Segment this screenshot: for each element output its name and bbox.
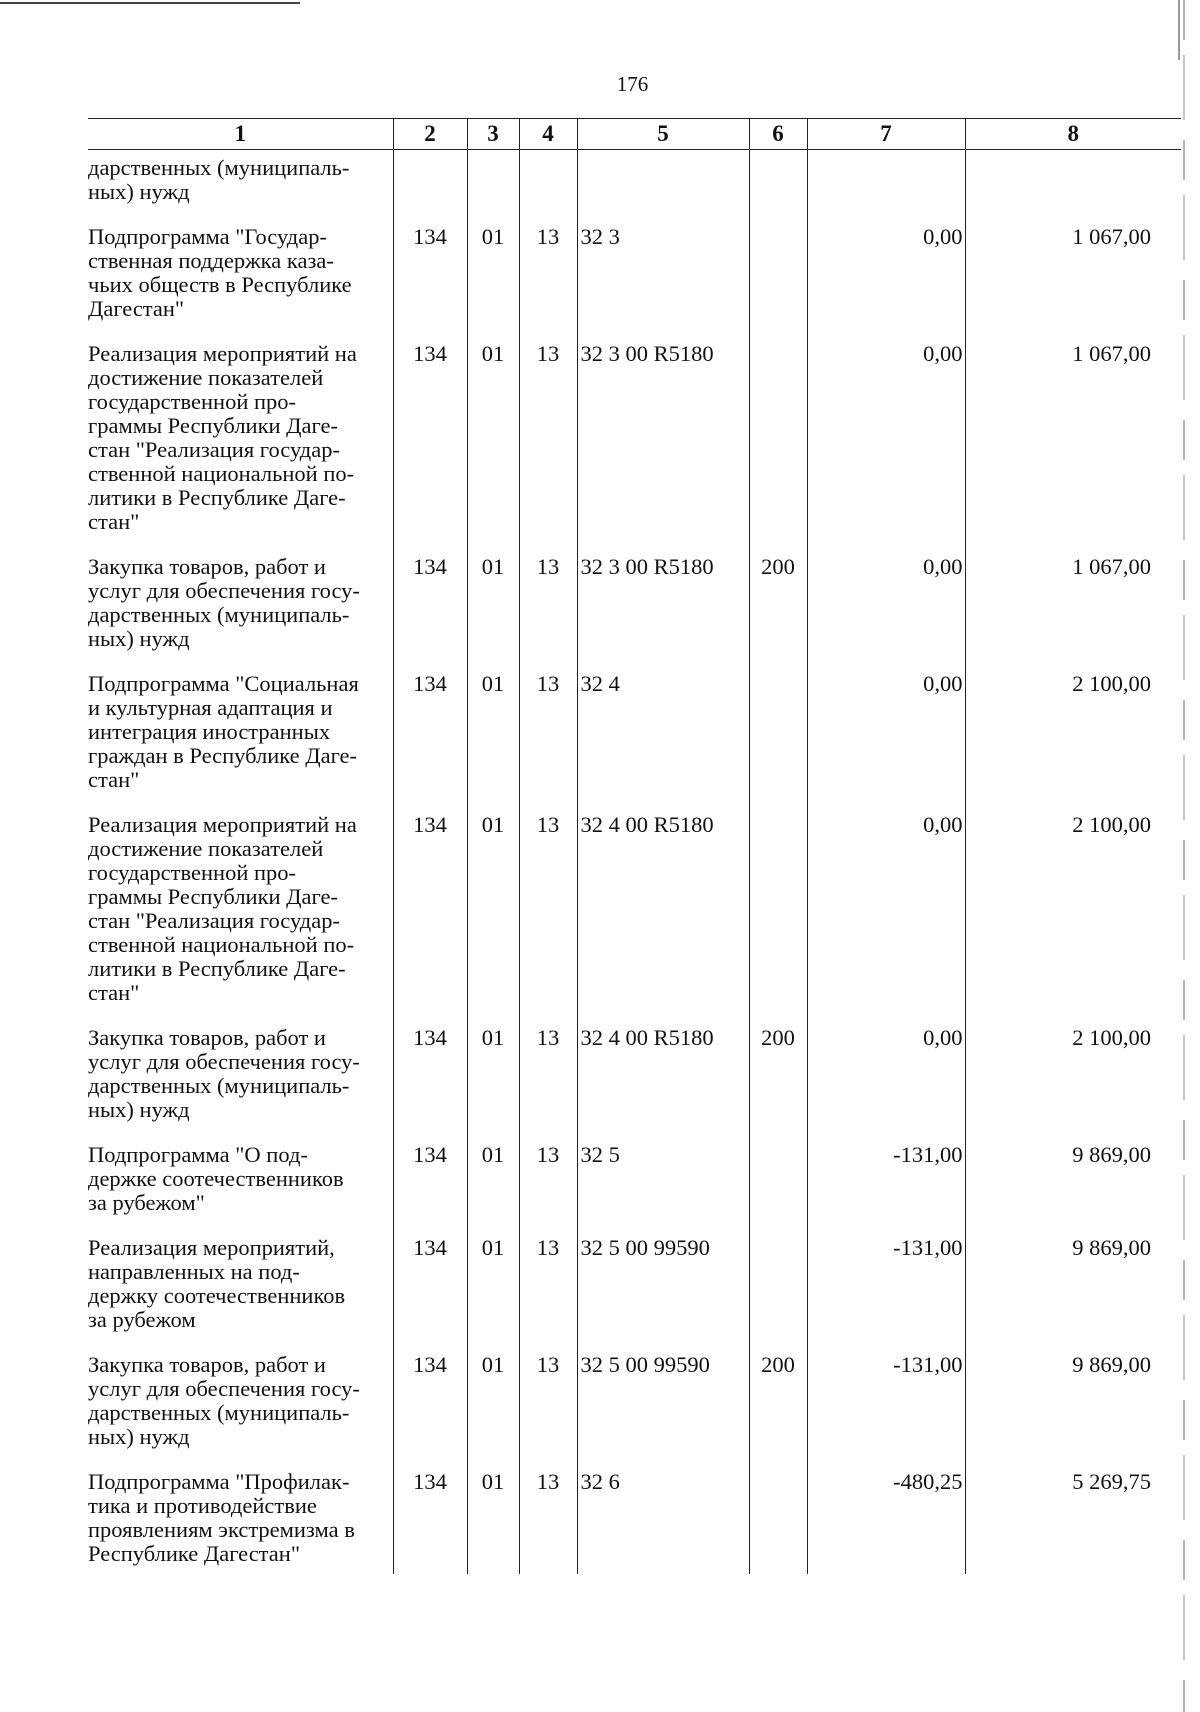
description-line: литики в Республике Даге- xyxy=(88,956,346,981)
subsection-code-cell xyxy=(519,150,577,216)
target-article-code-cell: 32 3 xyxy=(577,215,749,332)
section-code-cell xyxy=(467,150,519,216)
subsection-code-cell: 13 xyxy=(519,1016,577,1133)
description-line: интеграция иностранных xyxy=(88,719,331,744)
description-line: достижение показателей xyxy=(88,836,324,861)
table-row xyxy=(88,150,1181,216)
scan-artifact-top xyxy=(0,2,300,4)
description-line: услуг для обеспечения госу- xyxy=(88,1049,360,1074)
change-amount-cell: 0,00 xyxy=(807,215,965,332)
description-line: дарственных (муниципаль- xyxy=(88,1400,350,1425)
admin-code-cell: 134 xyxy=(393,545,467,662)
admin-code-cell: 134 xyxy=(393,1133,467,1226)
change-amount-cell: 0,00 xyxy=(807,332,965,545)
total-amount-cell: 9 869,00 xyxy=(965,1226,1181,1343)
section-code-cell: 01 xyxy=(467,215,519,332)
row-description xyxy=(88,1226,393,1343)
admin-code-cell xyxy=(393,150,467,216)
expense-type-code-cell xyxy=(749,150,807,216)
admin-code-cell: 134 xyxy=(393,332,467,545)
description-line: ственная поддержка каза- xyxy=(88,248,334,273)
row-description xyxy=(88,545,393,662)
change-amount-cell: 0,00 xyxy=(807,803,965,1016)
subsection-code-cell: 13 xyxy=(519,803,577,1016)
subsection-code-cell: 13 xyxy=(519,215,577,332)
description-line: тика и противодействие xyxy=(88,1493,317,1518)
column-header-4: 4 xyxy=(519,119,577,150)
section-code-cell: 01 xyxy=(467,1343,519,1460)
description-line: Реализация мероприятий, xyxy=(88,1235,335,1260)
description-line: ных) нужд xyxy=(88,179,190,204)
target-article-code-cell: 32 5 xyxy=(577,1133,749,1226)
target-article-code-cell: 32 5 00 99590 xyxy=(577,1226,749,1343)
description-line: Закупка товаров, работ и xyxy=(88,554,326,579)
change-amount-cell: 0,00 xyxy=(807,545,965,662)
description-line: граммы Республики Даге- xyxy=(88,413,338,438)
description-line: Реализация мероприятий на xyxy=(88,341,357,366)
section-code-cell: 01 xyxy=(467,332,519,545)
description-line: за рубежом xyxy=(88,1307,196,1332)
total-amount-cell: 2 100,00 xyxy=(965,1016,1181,1133)
table-row xyxy=(88,1343,1181,1460)
admin-code-cell: 134 xyxy=(393,1016,467,1133)
row-description xyxy=(88,1343,393,1460)
change-amount-cell xyxy=(807,150,965,216)
subsection-code-cell: 13 xyxy=(519,545,577,662)
table-row xyxy=(88,215,1181,332)
column-header-2: 2 xyxy=(393,119,467,150)
description-line: Закупка товаров, работ и xyxy=(88,1025,326,1050)
expense-type-code-cell: 200 xyxy=(749,545,807,662)
description-line: литики в Республике Даге- xyxy=(88,485,346,510)
description-line: ных) нужд xyxy=(88,1097,190,1122)
change-amount-cell: -480,25 xyxy=(807,1460,965,1574)
page-number: 176 xyxy=(616,72,649,96)
description-line: ственной национальной по- xyxy=(88,461,355,486)
row-description xyxy=(88,1133,393,1226)
description-line: чьих обществ в Республике xyxy=(88,272,352,297)
row-description xyxy=(88,215,393,332)
admin-code-cell: 134 xyxy=(393,215,467,332)
description-line: услуг для обеспечения госу- xyxy=(88,1376,360,1401)
section-code-cell: 01 xyxy=(467,662,519,803)
subsection-code-cell: 13 xyxy=(519,332,577,545)
total-amount-cell: 2 100,00 xyxy=(965,803,1181,1016)
scan-artifact-right-edge xyxy=(1183,0,1185,1712)
expense-type-code-cell xyxy=(749,332,807,545)
row-description xyxy=(88,150,393,216)
table-row xyxy=(88,662,1181,803)
description-line: Закупка товаров, работ и xyxy=(88,1352,326,1377)
column-header-6: 6 xyxy=(749,119,807,150)
table-row xyxy=(88,1133,1181,1226)
description-line: ственной национальной по- xyxy=(88,932,355,957)
description-line: стан" xyxy=(88,767,140,792)
target-article-code-cell: 32 6 xyxy=(577,1460,749,1574)
total-amount-cell: 5 269,75 xyxy=(965,1460,1181,1574)
description-line: граммы Республики Даге- xyxy=(88,884,338,909)
description-line: дарственных (муниципаль- xyxy=(88,155,350,180)
column-header-7: 7 xyxy=(807,119,965,150)
table-row xyxy=(88,1460,1181,1574)
total-amount-cell: 2 100,00 xyxy=(965,662,1181,803)
table-row xyxy=(88,332,1181,545)
description-line: проявлениям экстремизма в xyxy=(88,1517,355,1542)
total-amount-cell: 1 067,00 xyxy=(965,215,1181,332)
description-line: граждан в Республике Даге- xyxy=(88,743,357,768)
subsection-code-cell: 13 xyxy=(519,1133,577,1226)
description-line: Республике Дагестан" xyxy=(88,1541,301,1566)
admin-code-cell: 134 xyxy=(393,1460,467,1574)
subsection-code-cell: 13 xyxy=(519,1226,577,1343)
target-article-code-cell xyxy=(577,150,749,216)
table-row xyxy=(88,803,1181,1016)
column-header-1: 1 xyxy=(88,119,393,150)
description-line: Подпрограмма "О под- xyxy=(88,1142,308,1167)
description-line: дарственных (муниципаль- xyxy=(88,1073,350,1098)
scan-artifact-right-edge-top xyxy=(1178,0,1180,60)
description-line: за рубежом" xyxy=(88,1190,205,1215)
table-header-row xyxy=(88,119,1181,150)
row-description xyxy=(88,662,393,803)
admin-code-cell: 134 xyxy=(393,1226,467,1343)
description-line: достижение показателей xyxy=(88,365,324,390)
row-description xyxy=(88,332,393,545)
total-amount-cell: 9 869,00 xyxy=(965,1133,1181,1226)
description-line: ных) нужд xyxy=(88,1424,190,1449)
column-header-8: 8 xyxy=(965,119,1181,150)
section-code-cell: 01 xyxy=(467,1016,519,1133)
expense-type-code-cell xyxy=(749,1226,807,1343)
change-amount-cell: -131,00 xyxy=(807,1343,965,1460)
description-line: Дагестан" xyxy=(88,296,185,321)
change-amount-cell: 0,00 xyxy=(807,1016,965,1133)
subsection-code-cell: 13 xyxy=(519,662,577,803)
description-line: Реализация мероприятий на xyxy=(88,812,357,837)
row-description xyxy=(88,803,393,1016)
table-row xyxy=(88,545,1181,662)
target-article-code-cell: 32 5 00 99590 xyxy=(577,1343,749,1460)
admin-code-cell: 134 xyxy=(393,803,467,1016)
expense-type-code-cell: 200 xyxy=(749,1343,807,1460)
description-line: направленных на под- xyxy=(88,1259,300,1284)
section-code-cell: 01 xyxy=(467,1133,519,1226)
description-line: стан" xyxy=(88,980,140,1005)
change-amount-cell: 0,00 xyxy=(807,662,965,803)
expense-type-code-cell xyxy=(749,215,807,332)
target-article-code-cell: 32 3 00 R5180 xyxy=(577,332,749,545)
target-article-code-cell: 32 3 00 R5180 xyxy=(577,545,749,662)
description-line: дарственных (муниципаль- xyxy=(88,602,350,627)
table-row xyxy=(88,1016,1181,1133)
description-line: Подпрограмма "Государ- xyxy=(88,224,327,249)
target-article-code-cell: 32 4 00 R5180 xyxy=(577,803,749,1016)
description-line: стан "Реализация государ- xyxy=(88,908,340,933)
description-line: государственной про- xyxy=(88,860,297,885)
row-description xyxy=(88,1016,393,1133)
description-line: держке соотечественников xyxy=(88,1166,344,1191)
section-code-cell: 01 xyxy=(467,1226,519,1343)
admin-code-cell: 134 xyxy=(393,662,467,803)
expense-type-code-cell xyxy=(749,1460,807,1574)
section-code-cell: 01 xyxy=(467,803,519,1016)
section-code-cell: 01 xyxy=(467,1460,519,1574)
subsection-code-cell: 13 xyxy=(519,1460,577,1574)
description-line: стан "Реализация государ- xyxy=(88,437,340,462)
description-line: и культурная адаптация и xyxy=(88,695,333,720)
total-amount-cell: 1 067,00 xyxy=(965,332,1181,545)
column-header-5: 5 xyxy=(577,119,749,150)
expense-type-code-cell: 200 xyxy=(749,1016,807,1133)
description-line: государственной про- xyxy=(88,389,297,414)
description-line: ных) нужд xyxy=(88,626,190,651)
change-amount-cell: -131,00 xyxy=(807,1133,965,1226)
expense-type-code-cell xyxy=(749,662,807,803)
change-amount-cell: -131,00 xyxy=(807,1226,965,1343)
budget-table xyxy=(88,118,1181,1574)
expense-type-code-cell xyxy=(749,803,807,1016)
expense-type-code-cell xyxy=(749,1133,807,1226)
description-line: Подпрограмма "Социальная xyxy=(88,671,359,696)
description-line: стан" xyxy=(88,509,140,534)
column-header-3: 3 xyxy=(467,119,519,150)
section-code-cell: 01 xyxy=(467,545,519,662)
description-line: Подпрограмма "Профилак- xyxy=(88,1469,350,1494)
table-body xyxy=(88,150,1181,1575)
target-article-code-cell: 32 4 00 R5180 xyxy=(577,1016,749,1133)
table-row xyxy=(88,1226,1181,1343)
total-amount-cell xyxy=(965,150,1181,216)
total-amount-cell: 1 067,00 xyxy=(965,545,1181,662)
description-line: услуг для обеспечения госу- xyxy=(88,578,360,603)
admin-code-cell: 134 xyxy=(393,1343,467,1460)
target-article-code-cell: 32 4 xyxy=(577,662,749,803)
subsection-code-cell: 13 xyxy=(519,1343,577,1460)
description-line: держку соотечественников xyxy=(88,1283,346,1308)
total-amount-cell: 9 869,00 xyxy=(965,1343,1181,1460)
row-description xyxy=(88,1460,393,1574)
